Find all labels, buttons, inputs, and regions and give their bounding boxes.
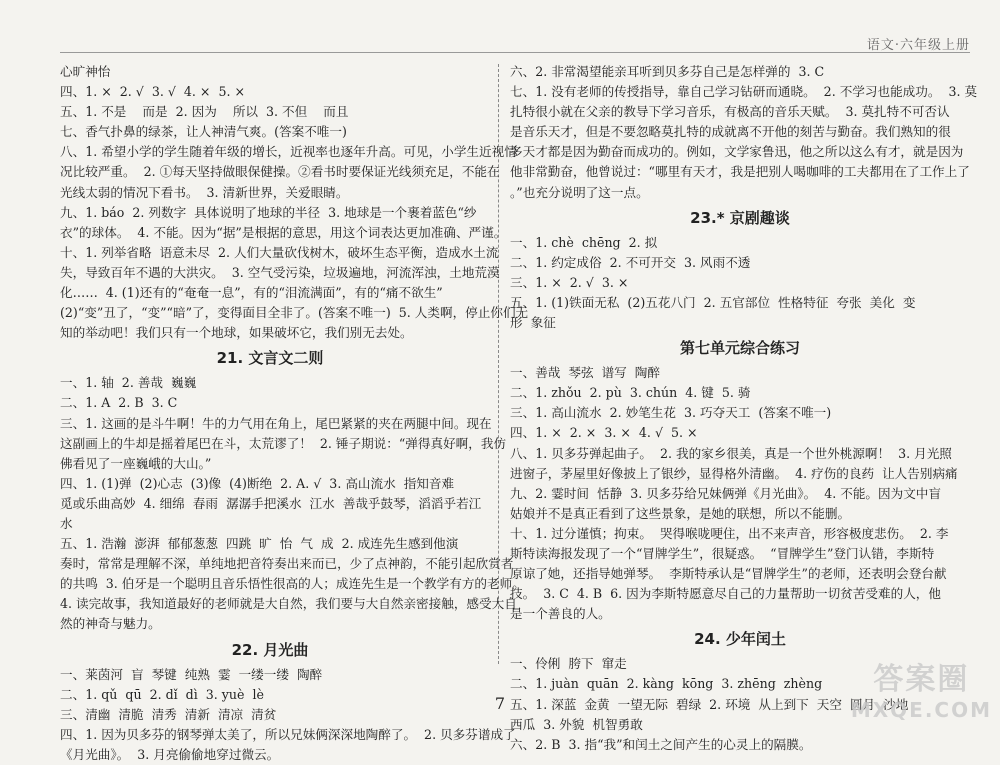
answer-line: 觅或乐曲高妙 4. 细绵 春雨 潺潺手把溪水 江水 善哉乎鼓琴，滔滔乎若江 xyxy=(60,495,482,511)
answer-line: 一、1. chè chēng 2. 拟 xyxy=(510,234,658,250)
answer-line: 化…… 4. (1)还有的“奄奄一息”，有的“泪流满面”，有的“痛不欲生” xyxy=(60,285,443,301)
answer-line: (2)“变”丑了，“变”“暗”了，变得面目全非了。(答案不唯一) 5. 人类啊，停止你们无 xyxy=(60,305,529,321)
answer-line: 五、1. 不是 而是 2. 因为 所以 3. 不但 而且 xyxy=(60,104,349,120)
answer-line: 九、2. 霎时间 恬静 3. 贝多芬给兄妹俩弹《月光曲》。 4. 不能。因为文中盲 xyxy=(510,485,941,501)
answer-line: 五、1. (1)铁面无私 (2)五花八门 2. 五官部位 性格特征 夸张 美化 变 xyxy=(510,294,916,310)
answer-line: 三、1. 这画的是斗牛啊！牛的力气用在角上，尾巴紧紧的夹在两腿中间。现在 xyxy=(60,415,492,431)
answer-line: 技。 3. C 4. B 6. 因为李斯特愿意尽自己的力量帮助一切贫苦受难的人，他 xyxy=(510,586,941,602)
answer-line: 佛看见了一座巍峨的大山。” xyxy=(60,455,212,471)
answer-line: 八、1. 贝多芬弹起曲子。 2. 我的家乡很美，真是一个世外桃源啊！ 3. 月光照 xyxy=(510,445,952,461)
section-title: 21. 文言文二则 xyxy=(216,349,324,368)
answer-line: 十、1. 列举省略 语意未尽 2. 人们大量砍伐树木，破坏生态平衡，造成水土流 xyxy=(60,244,499,260)
answer-line: 二、1. zhǒu 2. pù 3. chún 4. 键 5. 骑 xyxy=(510,385,751,401)
answer-line: 三、1. × 2. √ 3. × xyxy=(510,274,629,290)
section-title: 24. 少年闰土 xyxy=(694,630,786,649)
answer-line: 斯特读海报发现了一个“冒牌学生”，很疑惑。 “冒牌学生”登门认错，李斯特 xyxy=(510,545,935,561)
answer-line: 一、伶俐 胯下 窜走 xyxy=(510,656,627,672)
answer-line: 《月光曲》。 3. 月亮偷偷地穿过微云。 xyxy=(60,746,280,762)
answer-line: 二、1. 约定成俗 2. 不可开交 3. 风雨不透 xyxy=(510,254,751,270)
header-rule xyxy=(60,52,970,53)
section-title: 第七单元综合练习 xyxy=(679,339,800,358)
answer-line: 是一个善良的人。 xyxy=(510,606,611,622)
answer-line: 八、1. 希望小学的学生随着年级的增长，近视率也逐年升高。可见，小学生近视情 xyxy=(60,144,517,160)
answer-line: 。”也充分说明了这一点。 xyxy=(510,184,649,200)
watermark-text: 答案圈 xyxy=(873,662,970,697)
answer-line: 姑娘并不是真正看到了这些景象，是她的联想，所以不能删。 xyxy=(510,505,851,521)
answer-line: 4. 读完故事，我知道最好的老师就是大自然，我们要与大自然亲密接触，感受大自 xyxy=(60,596,517,612)
answer-line: 失，导致百年不遇的大洪灾。 3. 空气受污染，垃圾遍地，河流浑浊，土地荒漠 xyxy=(60,264,500,280)
answer-line: 二、1. juàn quān 2. kàng kōng 3. zhēng zhèng xyxy=(510,676,823,692)
answer-line: 形 象征 xyxy=(510,315,556,331)
answer-line: 四、1. × 2. × 3. × 4. √ 5. × xyxy=(510,425,698,441)
answer-line: 六、2. B 3. 指“我”和闰土之间产生的心灵上的隔膜。 xyxy=(510,736,812,752)
answer-line: 四、1. × 2. √ 3. √ 4. × 5. × xyxy=(60,84,246,100)
answer-line: 一、莱茵河 盲 琴键 纯熟 霎 一缕一缕 陶醉 xyxy=(60,666,323,682)
answer-line: 然的神奇与魅力。 xyxy=(60,616,161,632)
answer-line: 三、1. 高山流水 2. 妙笔生花 3. 巧夺天工 (答案不唯一) xyxy=(510,405,832,421)
answer-line: 四、1. 因为贝多芬的钢琴弹太美了，所以兄妹俩深深地陶醉了。 2. 贝多芬谱成了 xyxy=(60,726,516,742)
watermark-logo xyxy=(851,654,992,722)
answer-line: 心旷神怡 xyxy=(60,64,111,79)
answer-line: 一、善哉 琴弦 谱写 陶醉 xyxy=(510,365,660,381)
page-header: 语文·六年级上册 xyxy=(866,38,970,53)
section-title: 23.* 京剧趣谈 xyxy=(690,208,790,227)
answer-line: 况比较严重。 2. ①每天坚持做眼保健操。②看书时要保证光线须充足，不能在 xyxy=(60,164,500,180)
answer-line: 四、1. (1)弹 (2)心志 (3)像 (4)断绝 2. A. √ 3. 高山流水 指知音难 xyxy=(60,475,455,491)
answer-line: 水 xyxy=(60,515,73,531)
watermark-url: MXQE.COM xyxy=(850,698,992,722)
answer-line: 七、香气扑鼻的绿茶，让人神清气爽。(答案不唯一) xyxy=(60,124,347,140)
answer-line: 知的举动吧！我们只有一个地球，如果破坏它，我们别无去处。 xyxy=(60,325,413,341)
answer-line: 奏时，常常是理解不深，单纯地把音符奏出来而已，少了点神韵，不能引起欣赏者 xyxy=(60,556,514,572)
answer-line: 五、1. 深蓝 金黄 一望无际 碧绿 2. 环境 从上到下 天空 圆月 沙地 xyxy=(510,696,909,712)
answer-line: 他非常勤奋，他曾说过：“哪里有天才，我是把别人喝咖啡的工夫都用在了工作上了 xyxy=(510,164,970,180)
answer-line: 九、1. báo 2. 列数字 具体说明了地球的半径 3. 地球是一个裹着蓝色“纱 xyxy=(60,204,477,220)
page-number: 7 xyxy=(494,694,506,713)
answer-line: 是音乐天才，但是不要忽略莫扎特的成就离不开他的刻苦与勤奋。我们熟知的很 xyxy=(510,124,951,140)
answer-line: 衣”的球体。 4. 不能。因为“据”是根据的意思，用这个词表达更加准确、严谨。 xyxy=(60,224,507,240)
answer-line: 二、1. A 2. B 3. C xyxy=(60,395,178,411)
section-title: 22. 月光曲 xyxy=(231,640,309,659)
answer-line: 二、1. qǔ qū 2. dǐ dì 3. yuè lè xyxy=(60,686,264,702)
answer-line: 这副画上的牛却是摇着尾巴在斗，太荒谬了！ 2. 锤子期说：“弹得真好啊，我仿 xyxy=(60,435,507,451)
left-column xyxy=(60,62,529,765)
answer-line: 原谅了她，还指导她弹琴。 李斯特承认是“冒牌学生”的老师，还表明会登台献 xyxy=(510,566,947,582)
answer-line: 六、2. 非常渴望能亲耳听到贝多芬自己是怎样弹的 3. C xyxy=(510,64,825,79)
answer-line: 五、1. 浩瀚 澎湃 郁郁葱葱 四跳 旷 怡 气 成 2. 成连先生感到他演 xyxy=(60,536,459,552)
answer-line: 西瓜 3. 外貌 机智勇敢 xyxy=(510,716,643,732)
answer-line: 多天才都是因为勤奋而成功的。例如，文学家鲁迅，他之所以这么有才，就是因为 xyxy=(510,144,964,160)
answer-line: 七、1. 没有老师的传授指导，靠自己学习钻研而通晓。 2. 不学习也能成功。 3. 莫 xyxy=(510,84,978,100)
answer-line: 一、1. 轴 2. 善哉 巍巍 xyxy=(60,375,197,391)
answer-line: 进窗子，茅屋里好像披上了银纱，显得格外清幽。 4. 疗伤的良药 让人告别病痛 xyxy=(510,465,958,481)
answer-line: 三、清幽 清脆 清秀 清新 清凉 清贫 xyxy=(60,706,277,722)
right-column xyxy=(510,62,978,755)
answer-line: 光线太弱的情况下看书。 3. 清新世界，关爱眼睛。 xyxy=(60,184,349,200)
answer-line: 十、1. 过分谨慎；拘束。 哭得喉咙哽住，出不来声音，形容极度悲伤。 2. 李 xyxy=(510,525,949,541)
answer-line: 的共鸣 3. 伯牙是一个聪明且音乐悟性很高的人；成连先生是一个教学有方的老师。 xyxy=(60,576,525,592)
answer-line: 扎特很小就在父亲的教导下学习音乐，有极高的音乐天赋。 3. 莫扎特不可否认 xyxy=(510,104,950,120)
